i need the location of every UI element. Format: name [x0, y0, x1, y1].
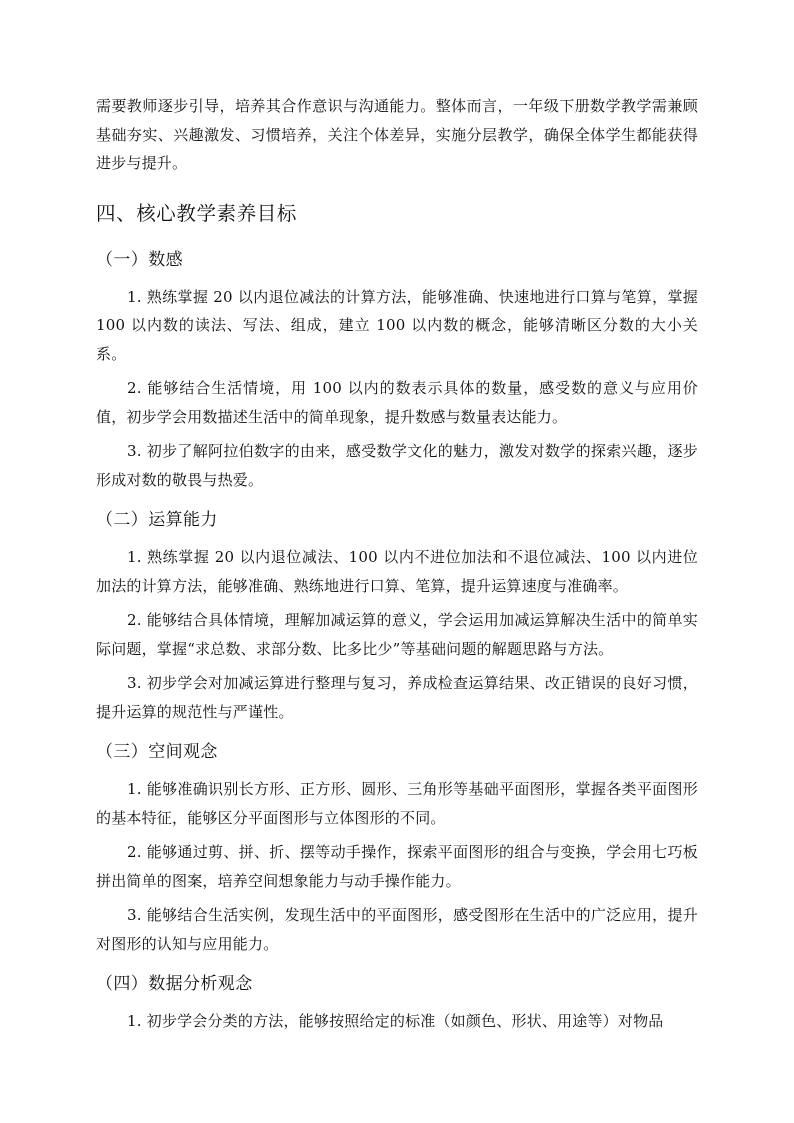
spatial-item-3: 3. 能够结合生活实例，发现生活中的平面图形，感受图形在生活中的广泛应用，提升对图形的认知与应用能力。	[96, 906, 698, 953]
subsection-heading-number-sense: （一）数感	[96, 249, 183, 270]
number-sense-item-2: 2. 能够结合生活情境，用 100 以内的数表示具体的数量，感受数的意义与应用价值，初步学会用数描述生活中的简单现象，提升数感与数量表达能力。	[96, 379, 698, 426]
document-page	[96, 92, 698, 1036]
operation-item-1: 1. 熟练掌握 20 以内退位减法、100 以内不进位加法和不退位减法、100 以内进位加法的计算方法，能够准确、熟练地进行口算、笔算，提升运算速度与准确率。	[96, 548, 698, 595]
spatial-item-2: 2. 能够通过剪、拼、折、摆等动手操作，探索平面图形的组合与变换，学会用七巧板拼出简单的图案，培养空间想象能力与动手操作能力。	[96, 843, 698, 890]
number-sense-item-3: 3. 初步了解阿拉伯数字的由来，感受数学文化的魅力，激发对数学的探索兴趣，逐步形成对数的敬畏与热爱。	[96, 442, 698, 489]
operation-item-2: 2. 能够结合具体情境，理解加减运算的意义，学会运用加减运算解决生活中的简单实际问题，掌握“求总数、求部分数、比多比少”等基础问题的解题思路与方法。	[96, 611, 698, 658]
intro-paragraph: 需要教师逐步引导，培养其合作意识与沟通能力。整体而言，一年级下册数学教学需兼顾基础夯实、兴趣激发、习惯培养，关注个体差异，实施分层教学，确保全体学生都能获得进步与提升。	[96, 97, 698, 172]
subsection-heading-data-analysis: （四）数据分析观念	[96, 974, 253, 994]
subsection-heading-spatial: （三）空间观念	[96, 742, 218, 762]
operation-item-3: 3. 初步学会对加减运算进行整理与复习，养成检查运算结果、改正错误的良好习惯，提升运算的规范性与严谨性。	[96, 674, 698, 721]
spatial-item-1: 1. 能够准确识别长方形、正方形、圆形、三角形等基础平面图形，掌握各类平面图形的基本特征，能够区分平面图形与立体图形的不同。	[96, 780, 698, 827]
section-heading: 四、核心教学素养目标	[96, 201, 298, 225]
data-analysis-item-1: 1. 初步学会分类的方法，能够按照给定的标准（如颜色、形状、用途等）对物品	[127, 1012, 664, 1030]
subsection-heading-operation: （二）运算能力	[96, 510, 218, 530]
number-sense-item-1: 1. 熟练掌握 20 以内退位减法的计算方法，能够准确、快速地进行口算与笔算，掌握 100 以内数的读法、写法、组成，建立 100 以内数的概念，能够清晰区分数的大小关系。	[96, 287, 698, 363]
